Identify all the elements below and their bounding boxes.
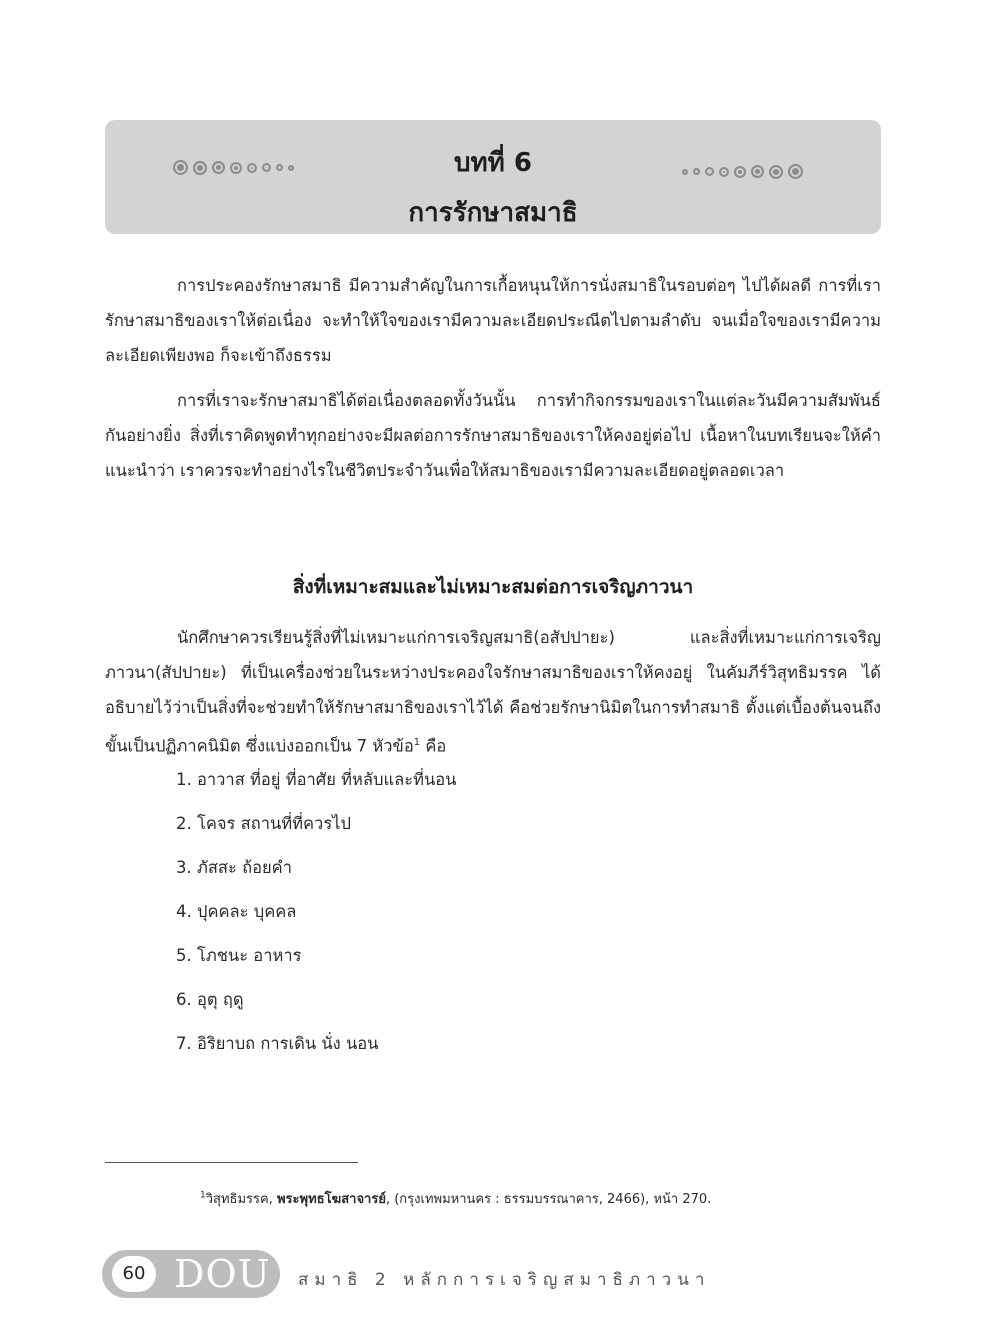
- footer-badge: [102, 1250, 280, 1298]
- footnote: [200, 1188, 711, 1209]
- section-paragraph: [105, 620, 881, 764]
- chapter-number: บทที่ 6: [454, 148, 532, 178]
- list-item: 1. อาวาส ที่อยู่ ที่อาศัย ที่หลับและที่นอน: [176, 770, 457, 789]
- footnote-text-b: , (กรุงเทพมหานคร : ธรรมบรรณาคาร, 2466), หน้า 270.: [385, 1192, 712, 1207]
- chapter-title: การรักษาสมาธิ: [408, 198, 578, 228]
- book-title: สมาธิ 2 หลักการเจริญสมาธิภาวนา: [298, 1270, 711, 1290]
- decorative-dots-right: [682, 164, 803, 179]
- section-paragraph-end: คือ: [420, 736, 447, 756]
- footnote-author: พระพุทธโฆสาจารย์: [276, 1192, 386, 1207]
- list-item: 2. โคจร สถานที่ที่ควรไป: [176, 814, 351, 833]
- list-item: 6. อุตุ ฤดู: [176, 990, 244, 1009]
- list-item: 3. ภัสสะ ถ้อยคำ: [176, 858, 292, 877]
- footnote-divider: [105, 1162, 358, 1163]
- dou-logo: DOU: [174, 1252, 271, 1296]
- list-item: 5. โภชนะ อาหาร: [176, 946, 302, 965]
- topic-list: [176, 762, 456, 1070]
- section-heading: สิ่งที่เหมาะสมและไม่เหมาะสมต่อการเจริญภาวนา: [292, 576, 694, 598]
- footnote-reference[interactable]: 1: [413, 737, 421, 748]
- intro-paragraph-1: การประคองรักษาสมาธิ มีความสำคัญในการเกื้อหนุนให้การนั่งสมาธิในรอบต่อๆ ไปได้ผลดี การที่เรารักษาสมาธิของเราให้ต่อเนื่อง จะทำให้ใจของเรามีความละเอียดประณีตไปตามลำดับ จนเมื่อใจของเรามีความละเอียดเพียงพอ ก็จะเข้าถึงธรรม: [105, 276, 881, 365]
- list-item: 4. ปุคคละ บุคคล: [176, 902, 297, 921]
- footnote-text-a: วิสุทธิมรรค,: [205, 1192, 277, 1207]
- chapter-header: [105, 120, 881, 234]
- page-number: 60: [112, 1256, 156, 1292]
- footnote-mark: 1: [200, 1190, 206, 1201]
- intro-paragraph-2: การที่เราจะรักษาสมาธิได้ต่อเนื่องตลอดทั้งวันนั้น การทำกิจกรรมของเราในแต่ละวันมีความสัมพันธ์กันอย่างยิ่ง สิ่งที่เราคิดพูดทำทุกอย่างจะมีผลต่อการรักษาสมาธิของเราให้คงอยู่ต่อไป เนื้อหาในบทเรียนจะให้คำแนะนำว่า เราควรจะทำอย่างไรในชีวิตประจำวันเพื่อให้สมาธิของเรามีความละเอียดอยู่ตลอดเวลา: [105, 391, 881, 480]
- list-item: 7. อิริยาบถ การเดิน นั่ง นอน: [176, 1034, 379, 1053]
- section-paragraph-text: นักศึกษาควรเรียนรู้สิ่งที่ไม่เหมาะแก่การเจริญสมาธิ(อสัปปายะ) และสิ่งที่เหมาะแก่การเจริญภาวนา(สัปปายะ) ที่เป็นเครื่องช่วยในระหว่างประคองใจรักษาสมาธิของเราให้คงอยู่ ในคัมภีร์วิสุทธิมรรค ได้อธิบายไว้ว่าเป็นสิ่งที่จะช่วยทำให้รักษาสมาธิของเราไว้ได้ คือช่วยรักษานิมิตในการทำสมาธิ ตั้งแต่เบื้องต้นจนถึงขั้นเป็นปฏิภาคนิมิต ซึ่งแบ่งออกเป็น 7 หัวข้อ: [105, 628, 881, 756]
